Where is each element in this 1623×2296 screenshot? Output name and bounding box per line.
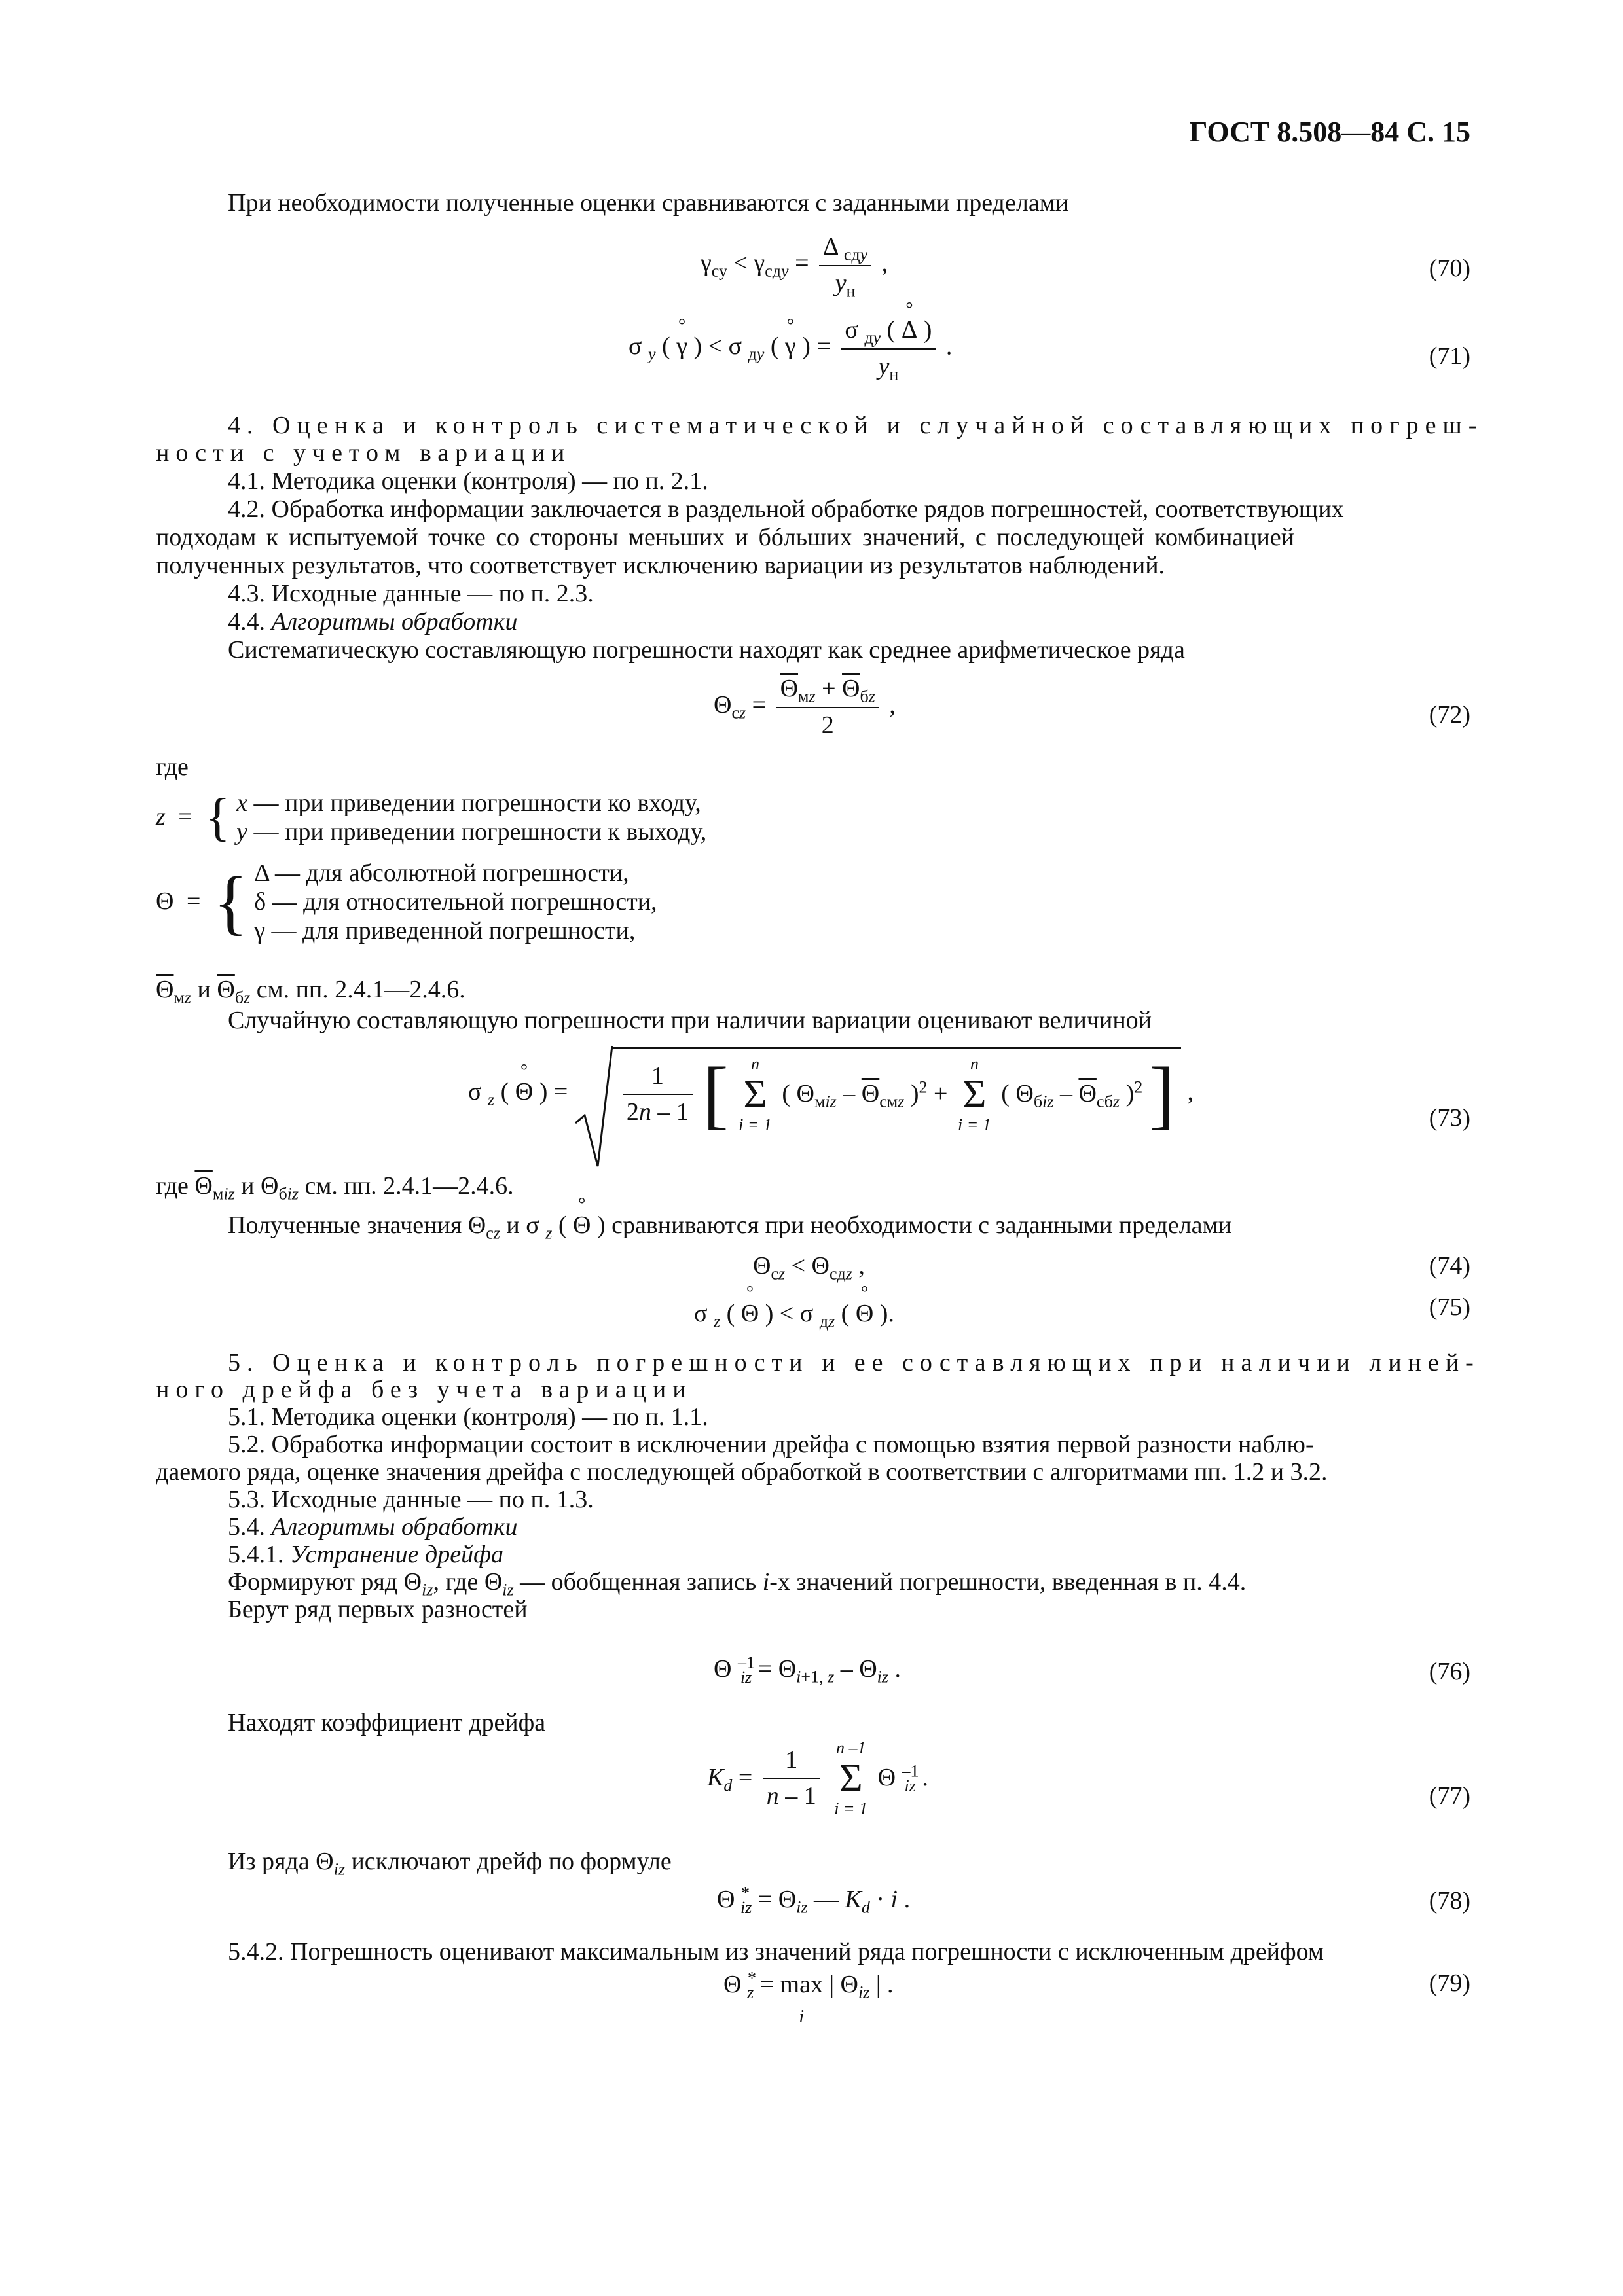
compare-pre: Полученные значения bbox=[228, 1211, 462, 1239]
theta-def-rel: — для относительной погрешности, bbox=[272, 888, 657, 916]
sec4-p43: 4.3. Исходные данные — по п. 2.3. bbox=[228, 580, 594, 607]
eq70-number: (70) bbox=[1429, 255, 1470, 282]
sec5-p541-number: 5.4.1. bbox=[228, 1541, 284, 1568]
sec5-p541 bbox=[228, 1540, 1537, 1570]
compare-text: Полученные значения $\Theta_{сz}$ и σ $_z$ ( ° Θ ) сравниваются при необходимости с заданными пределами bbox=[228, 1211, 1537, 1241]
sec4-title-line1: 4. Оценка и контроль систематической и случайной составляющих погреш- bbox=[228, 412, 1484, 439]
theta-def-red: — для приведенной погрешности, bbox=[271, 917, 636, 944]
sec5-title-line2: ного дрейфа без учета вариации bbox=[156, 1376, 693, 1403]
equation-73: σ $_z$ ( ° Θ ) = $\frac{1}{2n - 1}$ [ n Σ i = 1 ( $\Theta_{мiz} - \overline{\Theta}_{смz}$ )$^2$ + n Σ i = 1 ( $\Theta_{бiz} - \overline{\Theta}_{сбz}$ )$^2$ ] , bbox=[468, 1047, 1194, 1138]
see-ref-2: где $\overline{\Theta}_{мiz}$ и $\Theta_{бiz}$ см. пп. 2.4.1—2.4.6. bbox=[156, 1172, 514, 1204]
equation-71: σ $_y$ ( ° γ ) < σ $_{дy}$ ( ° γ ) = $\frac{\sigma _{дy} ( ^\circ \Delta )}{y_н}$ . bbox=[629, 315, 952, 382]
see-ref-2-where: где bbox=[156, 1172, 189, 1200]
equation-79: Θ *$_z$ = max i | $\Theta_{iz}$ | . bbox=[723, 1968, 894, 2027]
form-mid: , где bbox=[433, 1568, 479, 1596]
sec5-p53: 5.3. Исходные данные — по п. 1.3. bbox=[228, 1486, 594, 1513]
theta-definition: Θ = { Δ — для абсолютной погрешности, δ — для относительной погрешности, γ — для приведенной погрешности, bbox=[156, 859, 657, 944]
equation-77: $K_d$ = $\frac{1}{n - 1}$ n –1 Σ i = 1 Θ $^{-1}_{iz}$ . bbox=[707, 1738, 928, 1819]
sec4-p44-title: Алгоритмы обработки bbox=[271, 608, 518, 636]
sec5-p54-number: 5.4. bbox=[228, 1513, 265, 1541]
form-post: — обобщенная запись bbox=[520, 1568, 757, 1596]
z-def-y: — при приведении погрешности к выходу, bbox=[253, 818, 707, 846]
where-label: где bbox=[156, 753, 189, 781]
page-header: ГОСТ 8.508—84 С. 15 bbox=[1189, 116, 1470, 148]
sec5-p52-line2: даемого ряда, оценке значения дрейфа с последующей обработкой в соответствии с алгоритмами пп. 1.2 и 3.2. bbox=[156, 1458, 1328, 1486]
equation-76: Θ $^{-1}_{iz} = \Theta_{i+1, z} - \Theta_{iz}$ . bbox=[714, 1653, 901, 1687]
sec4-p42-line2: подходам к испытуемой точке со стороны меньших и бóльших значений, с последующей комбинацией bbox=[156, 524, 1295, 551]
form-post2: -х значений погрешности, введенная в п. 4.4. bbox=[769, 1568, 1247, 1596]
equation-70: $\gamma_{су} < \gamma_{сдy}$ = $\frac{\Delta _{сдy}}{y_н}$ , bbox=[701, 233, 888, 301]
eq79-max: max bbox=[780, 1971, 823, 1998]
sec5-p54-title: Алгоритмы обработки bbox=[271, 1513, 518, 1541]
equation-74: $\Theta_{сz} < \Theta_{сдz}$ , bbox=[753, 1252, 865, 1283]
sec4-p42-line3: полученных результатов, что соответствует исключению вариации из результатов наблюдений. bbox=[156, 552, 1165, 579]
z-def-x: — при приведении погрешности ко входу, bbox=[253, 789, 701, 817]
sec4-p44-text: Систематическую составляющую погрешности находят как среднее арифметическое ряда bbox=[228, 636, 1185, 664]
form-pre: Формируют ряд bbox=[228, 1568, 398, 1596]
sec4-p44-number: 4.4. bbox=[228, 608, 265, 636]
exclude-post: исключают дрейф по формуле bbox=[351, 1848, 672, 1875]
equation-75: σ $_z$ ( ° Θ ) < σ $_{дz}$ ( ° Θ ). bbox=[694, 1299, 894, 1329]
compare-mid: и bbox=[506, 1211, 520, 1239]
sec4-p44 bbox=[228, 607, 1537, 637]
eq71-number: (71) bbox=[1429, 342, 1470, 370]
eq79-number: (79) bbox=[1429, 1969, 1470, 1997]
compare-post: сравниваются при необходимости с заданными пределами bbox=[611, 1211, 1231, 1239]
diff-text: Берут ряд первых разностей bbox=[228, 1596, 528, 1623]
sec4-p42-line1: 4.2. Обработка информации заключается в раздельной обработке рядов погрешностей, соответствующих bbox=[228, 495, 1344, 523]
eq73-number: (73) bbox=[1429, 1104, 1470, 1132]
see-ref-1-text: см. пп. 2.4.1—2.4.6. bbox=[256, 976, 465, 1003]
sec5-p54 bbox=[228, 1513, 1537, 1543]
sec4-title-line2: ности с учетом вариации bbox=[156, 439, 572, 467]
eq78-number: (78) bbox=[1429, 1887, 1470, 1914]
eq75-number: (75) bbox=[1429, 1293, 1470, 1321]
see-ref-1: $\overline{\Theta}_{мz}$ и $\overline{\Theta}_{бz}$ см. пп. 2.4.1—2.4.6. bbox=[156, 976, 465, 1007]
sec5-p52-line1: 5.2. Обработка информации состоит в исключении дрейфа с помощью взятия первой разности наблю- bbox=[228, 1431, 1314, 1458]
coef-text: Находят коэффициент дрейфа bbox=[228, 1709, 546, 1736]
exclude-pre: Из ряда bbox=[228, 1848, 310, 1875]
z-definition: z = { x — при приведении погрешности ко входу, y — при приведении погрешности к выходу, bbox=[156, 789, 707, 846]
equation-78: Θ $^*_{iz} = \Theta_{iz}$ — $K_d \cdot i$ . bbox=[717, 1883, 911, 1917]
exclude-text: Из ряда $\Theta_{iz}$ исключают дрейф по формуле bbox=[228, 1848, 672, 1879]
equation-72: $\Theta_{сz}$ = $\frac{\overline{\Theta}_{мz} + \overline{\Theta}_{бz}}{2}$ , bbox=[714, 675, 896, 739]
sec5-title-line1: 5. Оценка и контроль погрешности и ее составляющих при наличии линей- bbox=[228, 1349, 1480, 1376]
eq77-number: (77) bbox=[1429, 1782, 1470, 1810]
see-ref-2-text: см. пп. 2.4.1—2.4.6. bbox=[304, 1172, 514, 1200]
sec4-p41: 4.1. Методика оценки (контроля) — по п. 2.1. bbox=[228, 467, 708, 495]
eq74-number: (74) bbox=[1429, 1252, 1470, 1280]
sec5-p541-title: Устранение дрейфа bbox=[290, 1541, 504, 1568]
form-series-text: Формируют ряд $\Theta_{iz}$, где $\Theta_{iz}$ — обобщенная запись i-х значений погрешности, введенная в п. 4.4. bbox=[228, 1568, 1247, 1600]
eq72-number: (72) bbox=[1429, 701, 1470, 728]
theta-def-abs: — для абсолютной погрешности, bbox=[275, 859, 629, 887]
intro-limits-text: При необходимости полученные оценки сравниваются с заданными пределами bbox=[228, 189, 1069, 217]
sec5-p51: 5.1. Методика оценки (контроля) — по п. 1.1. bbox=[228, 1403, 708, 1431]
random-text: Случайную составляющую погрешности при наличии вариации оценивают величиной bbox=[228, 1007, 1152, 1034]
sec5-p542: 5.4.2. Погрешность оценивают максимальным из значений ряда погрешности с исключенным дрейфом bbox=[228, 1938, 1324, 1965]
eq76-number: (76) bbox=[1429, 1658, 1470, 1685]
